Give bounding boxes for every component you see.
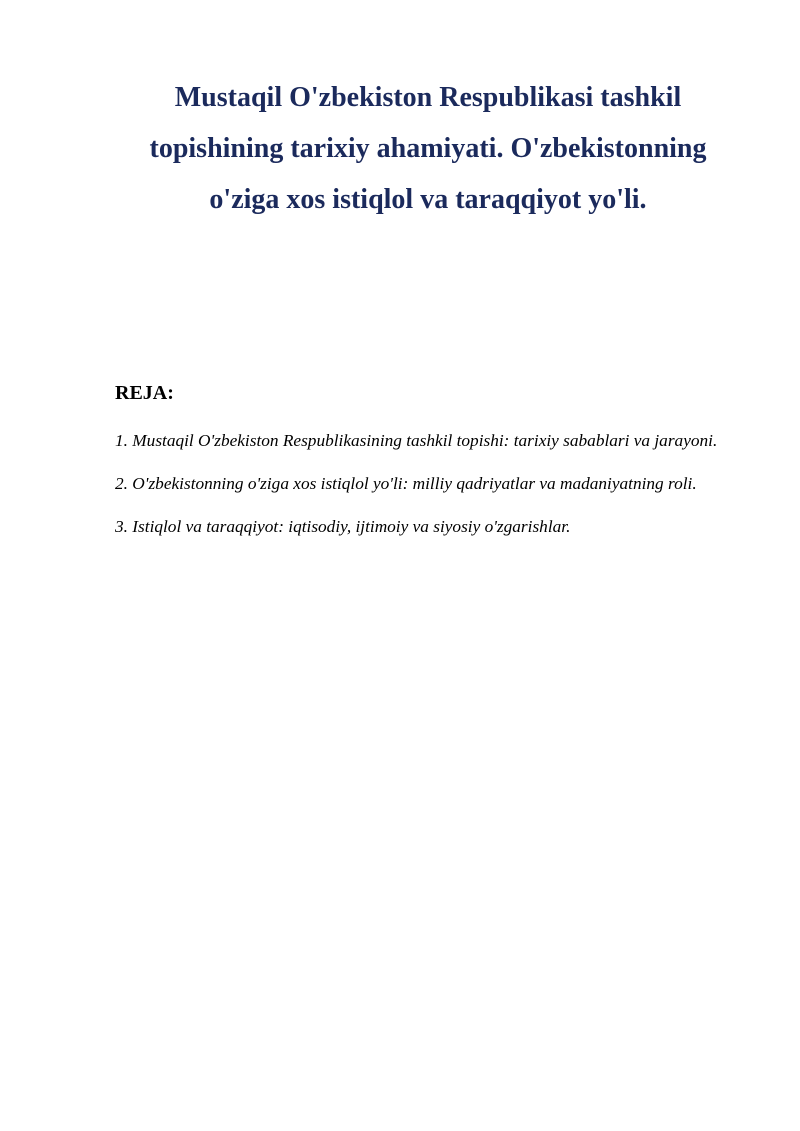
plan-item-2: 2. O'zbekistonning o'ziga xos istiqlol yo'li: milliy qadriyatlar va madaniyatning roli. (115, 474, 697, 493)
plan-list (115, 425, 725, 554)
plan-heading: REJA: (115, 382, 174, 404)
plan-item-1: 1. Mustaqil O'zbekiston Respublikasining tashkil topishi: tarixiy sabablari va jarayoni. (115, 431, 718, 450)
plan-item-3: 3. Istiqlol va taraqqiyot: iqtisodiy, ijtimoiy va siyosiy o'zgarishlar. (115, 517, 571, 536)
document-title (118, 72, 738, 225)
title-line-3: o'ziga xos istiqlol va taraqqiyot yo'li. (209, 184, 647, 215)
title-line-1: Mustaqil O'zbekiston Respublikasi tashkil (174, 82, 682, 113)
title-line-2: topishining tarixiy ahamiyati. O'zbekistonning (149, 133, 707, 164)
